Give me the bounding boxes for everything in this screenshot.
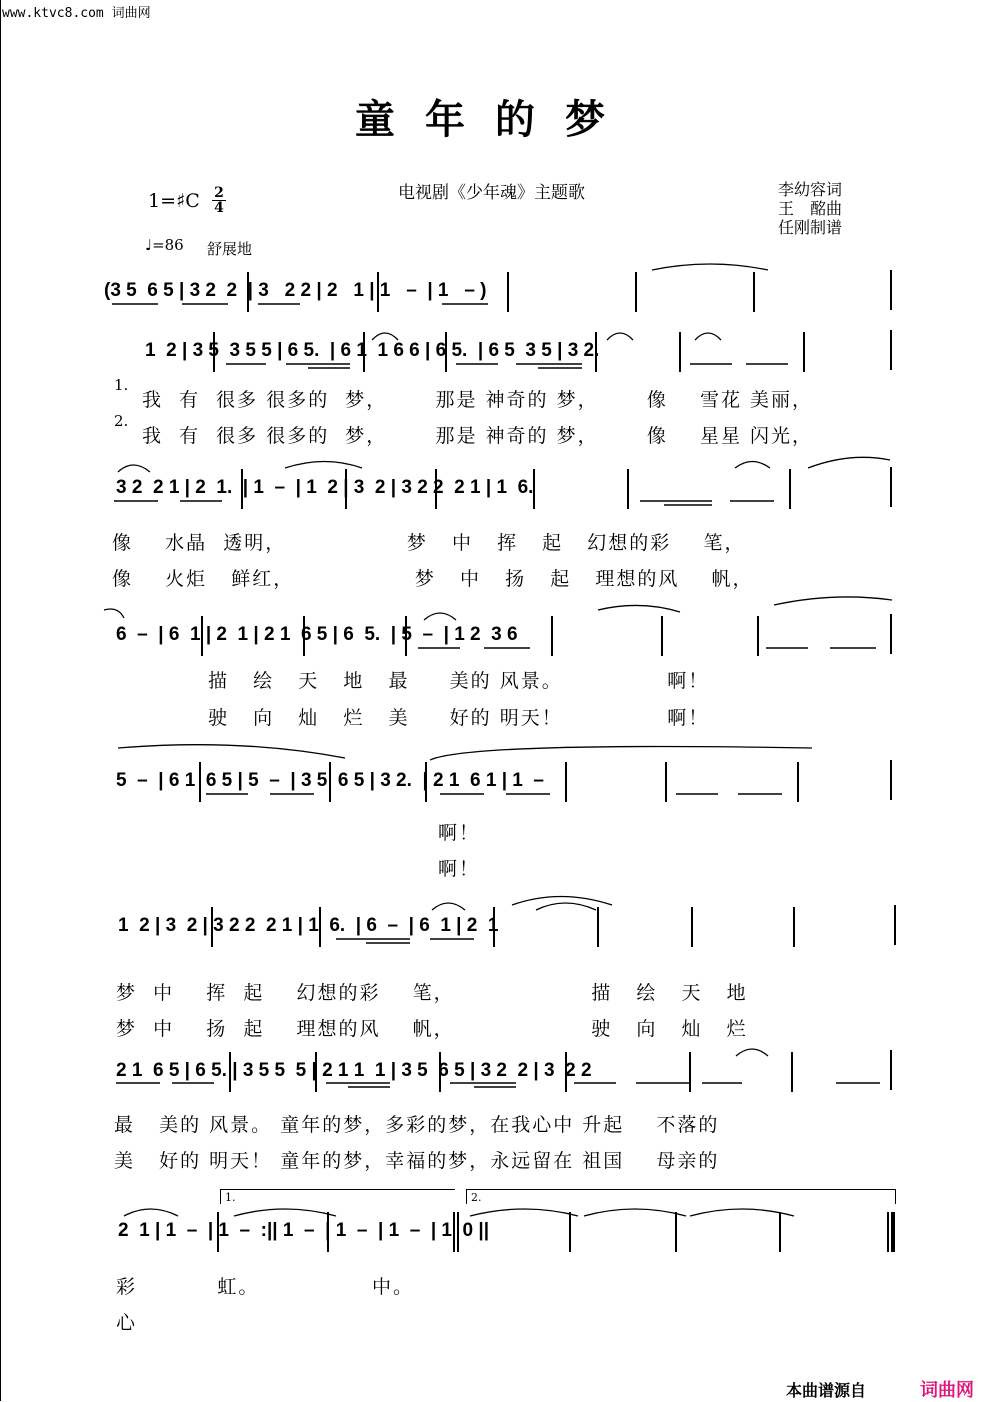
verse-label-2: 2. <box>114 412 129 430</box>
staff-4-notes: 6 – | 6 1 | 2 1 | 2 1 6 5 | 6 5. | 5 – | 1 2 3 6 <box>116 624 518 645</box>
composer-credit: 王 酩曲 <box>778 199 843 218</box>
tie-arc <box>118 465 150 472</box>
tie-arc <box>432 903 465 910</box>
tie-arc <box>124 1209 178 1216</box>
tie-arc <box>607 333 633 340</box>
staff-5-notes: 5 – | 6 1 6 5 | 5 – | 3 5 6 5 | 3 2. | 2 1 6 1 | 1 – <box>116 770 544 791</box>
staff-6-notes: 1 2 | 3 2 | 3 2 2 2 1 | 1 6. | 6 – | 6 1 | 2 1 <box>118 915 499 936</box>
tie-arc <box>104 609 124 618</box>
lyrics-staff-8-verse-2: 心 <box>116 1312 138 1334</box>
staff-8-notes: 2 1 | 1 – | 1 – :|| 1 – | 1 – | 1 – | 1 0 || <box>118 1220 490 1241</box>
song-title: 童年的梦 <box>355 96 635 143</box>
key-signature: 1=♯C <box>148 190 200 212</box>
tie-arc <box>285 462 362 469</box>
staff-3-notes: 3 2 2 1 | 2 1. | 1 – | 1 2 | 3 2 | 3 2 2 2 1 | 1 6. <box>116 477 534 498</box>
tie-arc <box>690 1209 794 1216</box>
lyrics-staff-7-verse-1: 最 美的 风景。 童年的梦，多彩的梦，在我心中 升起 不落的 <box>114 1114 720 1136</box>
tie-arc <box>652 264 768 270</box>
verse-label-1: 1. <box>114 376 129 394</box>
expression-mark: 舒展地 <box>207 240 253 258</box>
lyricist-credit: 李幼容词 <box>778 180 843 199</box>
tie-arc <box>584 1209 686 1216</box>
song-subtitle: 电视剧《少年魂》主题歌 <box>398 183 585 203</box>
volta-2-label: 2. <box>471 1191 482 1204</box>
tie-arc <box>424 613 456 620</box>
staff-2-notes: 1 2 | 3 5 3 5 5 | 6 5. | 6 1 1 6 6 | 6 5. | 6 5 3 5 | 3 2. <box>145 340 600 361</box>
tie-arc <box>735 462 770 469</box>
brand-logo-text: 词曲网 <box>920 1380 974 1400</box>
lyrics-staff-5-verse-1: 啊！ <box>438 822 481 844</box>
lyrics-staff-6-verse-2: 梦 中 扬 起 理想的风 帆， 驶 向 灿 烂 <box>116 1018 748 1040</box>
lyrics-staff-5-verse-2: 啊！ <box>438 858 481 880</box>
tie-arc <box>470 1209 578 1216</box>
lyrics-staff-4-verse-1: 描 绘 天 地 最 美的 风景。 啊！ <box>208 670 710 692</box>
tie-arc <box>372 333 398 340</box>
tempo-mark: ♩=86 <box>145 236 184 254</box>
time-sig-top: 2 <box>214 185 224 201</box>
source-note: 本曲谱源自 <box>785 1383 866 1400</box>
site-watermark: www.ktvc8.com 词曲网 <box>2 6 151 21</box>
lyrics-staff-6-verse-1: 梦 中 挥 起 幻想的彩 笔， 描 绘 天 地 <box>116 982 748 1004</box>
tie-arc <box>234 1209 336 1216</box>
tie-arc <box>736 1049 768 1056</box>
staff-7-notes: 2 1 6 5 | 6 5. | 3 5 5 5 | 2 1 1 1 | 3 5 6 5 | 3 2 2 | 3 2 2 <box>116 1060 592 1081</box>
tie-arc <box>536 903 596 910</box>
tie-arc <box>808 457 890 468</box>
tie-arc <box>118 745 345 758</box>
time-sig-bottom: 4 <box>212 200 226 215</box>
lyrics-staff-8-verse-1: 彩 虹。 中。 <box>116 1276 414 1298</box>
lyrics-staff-4-verse-2: 驶 向 灿 烂 美 好的 明天！ 啊！ <box>208 707 710 729</box>
staff-1-notes: (3 5 6 5 | 3 2 2 | 3 2 2 | 2 1 | 1 – | 1 – ) <box>104 280 487 301</box>
tie-arc <box>598 605 680 612</box>
tie-arc <box>430 747 812 761</box>
tie-arc <box>774 597 892 605</box>
arranger-credit: 任刚制谱 <box>778 218 843 237</box>
lyrics-staff-3-verse-1: 像 水晶 透明， 梦 中 挥 起 幻想的彩 笔， <box>112 532 746 554</box>
volta-1-label: 1. <box>225 1191 236 1204</box>
lyrics-staff-3-verse-2: 像 火炬 鲜红， 梦 中 扬 起 理想的风 帆， <box>112 568 754 590</box>
tie-arc <box>695 333 721 340</box>
lyrics-staff-2-verse-1: 我 有 很多 很多的 梦， 那是 神奇的 梦， 像 雪花 美丽， <box>142 389 814 411</box>
lyrics-staff-7-verse-2: 美 好的 明天！ 童年的梦，幸福的梦，永远留在 祖国 母亲的 <box>114 1150 720 1172</box>
lyrics-staff-2-verse-2: 我 有 很多 很多的 梦， 那是 神奇的 梦， 像 星星 闪光， <box>142 425 814 447</box>
